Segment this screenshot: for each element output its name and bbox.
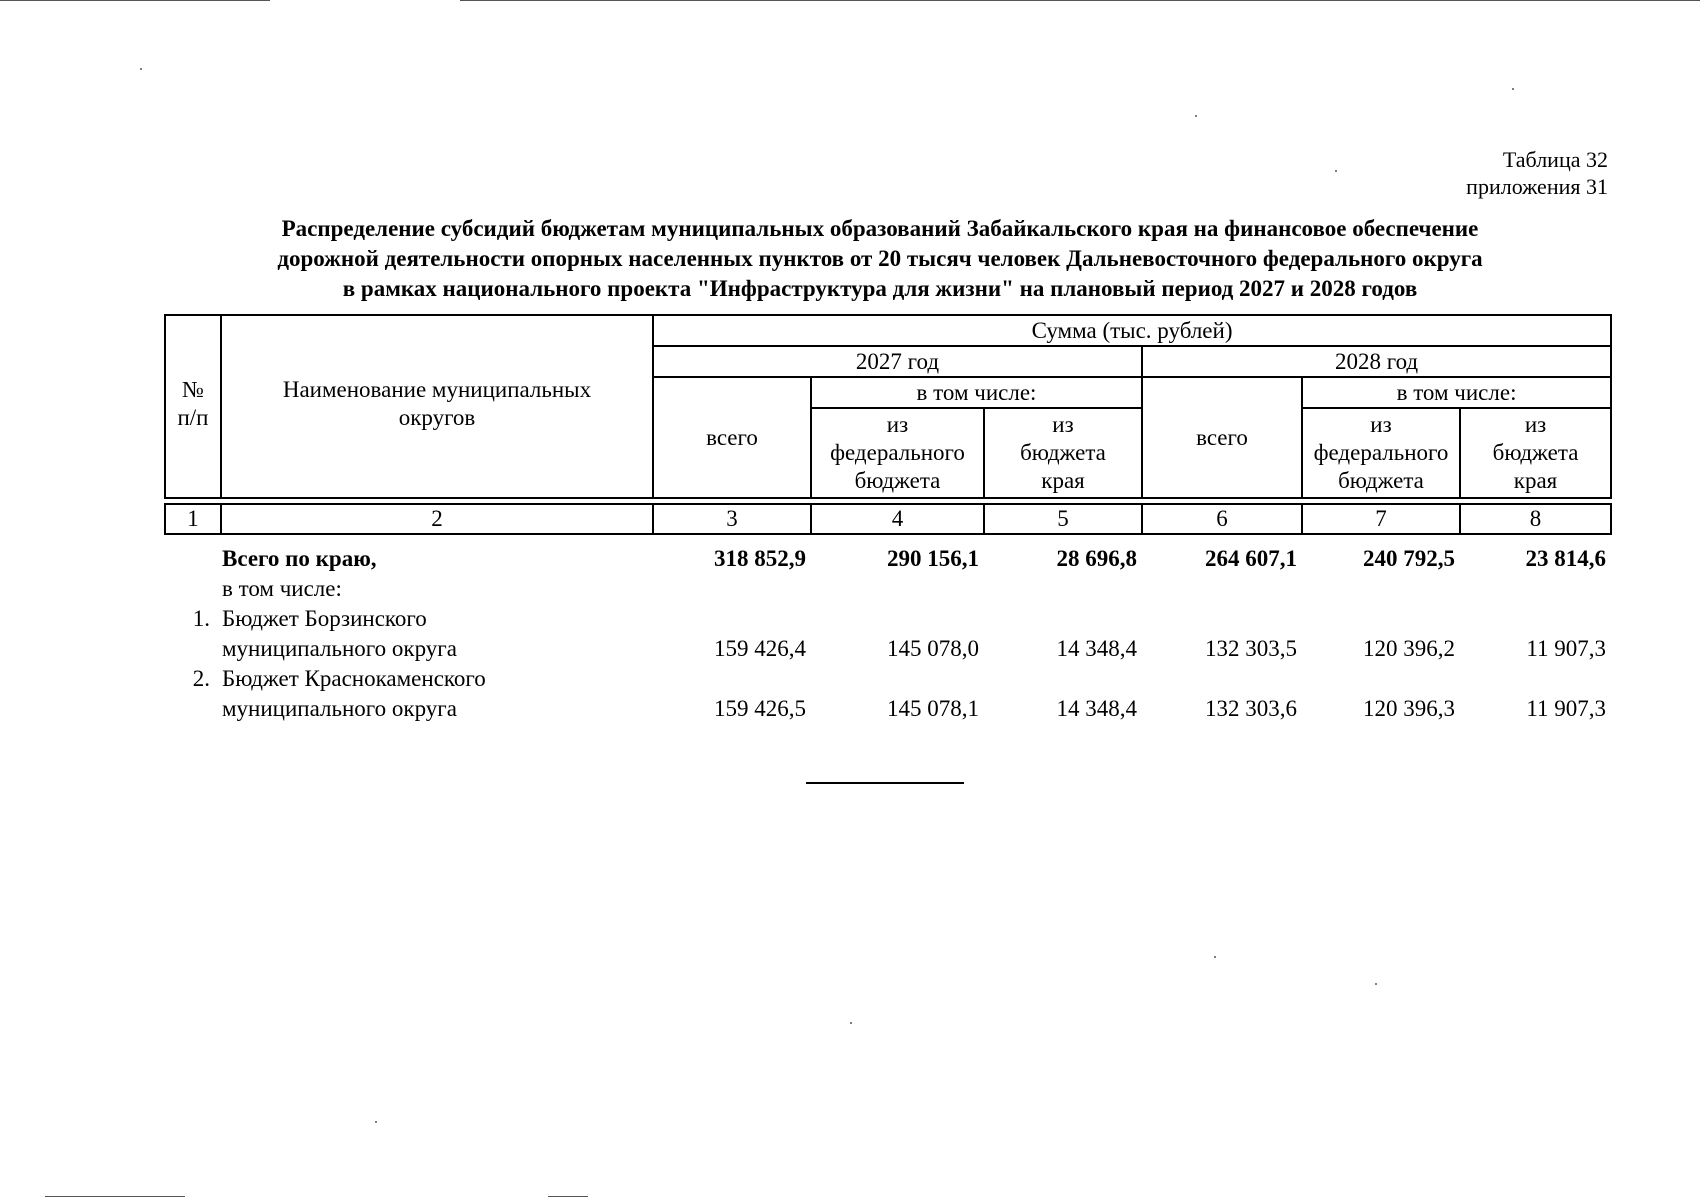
cell-2028-federal: 120 396,2	[1363, 636, 1455, 661]
scan-edge-line-top	[460, 0, 1700, 1]
column-header-year-2028: 2028 год	[1142, 346, 1611, 377]
table-number: Таблица 32	[1502, 147, 1608, 172]
total-2027-regional: 28 696,8	[1056, 546, 1137, 571]
column-number: 2	[221, 504, 653, 534]
appendix-reference: приложения 31	[1466, 174, 1608, 199]
title-line: дорожной деятельности опорных населенных пунктов от 20 тысяч человек Дальневосточного федерального округа	[277, 246, 1483, 271]
total-2027-federal: 290 156,1	[887, 546, 979, 571]
cell-2027-federal: 145 078,1	[887, 696, 979, 721]
scan-edge-line-top	[0, 0, 270, 1]
scan-edge-line-bottom	[45, 1196, 185, 1197]
row-label: Всего по краю,	[222, 546, 377, 571]
cell-2027-all: 159 426,4	[714, 636, 806, 661]
including-label: в том числе:	[222, 576, 342, 601]
cell-2027-federal: 145 078,0	[887, 636, 979, 661]
column-header-regional-2027: из бюджета края	[984, 408, 1142, 498]
column-number: 1	[165, 504, 221, 534]
table-row-subtitle	[164, 574, 1610, 604]
table-row-total	[164, 536, 1610, 574]
table-row	[164, 604, 1610, 664]
column-header-year-2027: 2027 год	[653, 346, 1142, 377]
scan-speck	[375, 1121, 377, 1123]
total-2028-all: 264 607,1	[1205, 546, 1297, 571]
table-body	[164, 536, 1610, 724]
column-header-number: № п/п	[165, 315, 221, 498]
cell-2028-regional: 11 907,3	[1526, 696, 1606, 721]
column-number: 6	[1142, 504, 1302, 534]
column-header-sum: Сумма (тыс. рублей)	[653, 315, 1611, 346]
column-number: 3	[653, 504, 811, 534]
title-line: Распределение субсидий бюджетам муниципальных образований Забайкальского края на финансовое обеспечение	[281, 216, 1479, 241]
cell-2027-regional: 14 348,4	[1056, 636, 1137, 661]
column-header-federal-2028: из федерального бюджета	[1302, 408, 1460, 498]
cell-2028-federal: 120 396,3	[1363, 696, 1455, 721]
scan-speck	[1195, 115, 1197, 117]
total-2028-regional: 23 814,6	[1525, 546, 1606, 571]
total-2028-federal: 240 792,5	[1363, 546, 1455, 571]
column-header-name: Наименование муниципальных округов	[221, 315, 653, 498]
column-header-federal-2027: из федерального бюджета	[811, 408, 984, 498]
column-number: 8	[1460, 504, 1611, 534]
table-row	[164, 664, 1610, 724]
row-label: Бюджет Борзинского муниципального округа	[222, 606, 457, 661]
cell-2027-regional: 14 348,4	[1056, 696, 1137, 721]
row-index: 1.	[192, 606, 210, 631]
scan-speck	[850, 1022, 852, 1024]
table-reference	[1466, 146, 1608, 200]
scan-speck	[1335, 170, 1337, 172]
scan-speck	[1214, 956, 1216, 958]
scan-speck	[1375, 983, 1377, 985]
column-number: 4	[811, 504, 984, 534]
column-number: 7	[1302, 504, 1460, 534]
cell-2028-all: 132 303,6	[1205, 696, 1297, 721]
column-header-total-2027: всего	[653, 377, 811, 498]
column-header-including-2028: в том числе:	[1302, 377, 1611, 408]
scan-edge-line-bottom	[548, 1196, 588, 1197]
column-header-total-2028: всего	[1142, 377, 1302, 498]
cell-2027-all: 159 426,5	[714, 696, 806, 721]
table-header	[164, 314, 1612, 535]
document-title	[150, 214, 1610, 304]
cell-2028-regional: 11 907,3	[1526, 636, 1606, 661]
column-header-regional-2028: из бюджета края	[1460, 408, 1611, 498]
column-header-including-2027: в том числе:	[811, 377, 1142, 408]
row-index: 2.	[192, 666, 210, 691]
row-label: Бюджет Краснокаменского муниципального округа	[222, 666, 486, 721]
scan-speck	[140, 68, 142, 70]
column-number: 5	[984, 504, 1142, 534]
end-of-table-line	[806, 782, 964, 784]
cell-2028-all: 132 303,5	[1205, 636, 1297, 661]
scan-speck	[1512, 88, 1514, 90]
title-line: в рамках национального проекта "Инфраструктура для жизни" на плановый период 2027 и 2028 годов	[342, 276, 1418, 301]
total-2027-all: 318 852,9	[714, 546, 806, 571]
